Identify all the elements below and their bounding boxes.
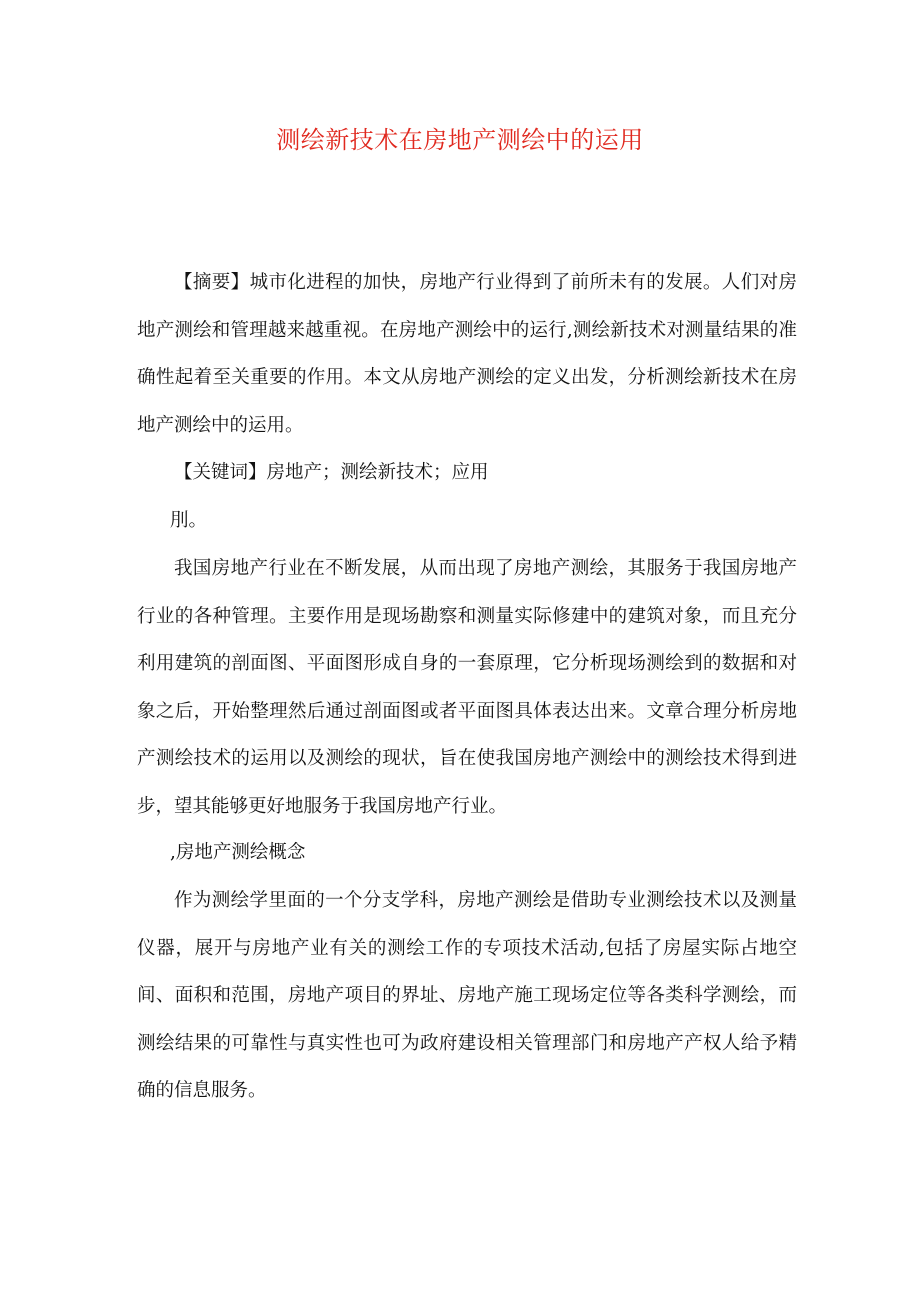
preface-heading: 刖。 bbox=[170, 510, 208, 531]
abstract-text: 城市化进程的加快，房地产行业得到了前所未有的发展。人们对房地产测绘和管理越来越重视。在房地产测绘中的运行,测绘新技术对测量结果的准确性起着至关重要的作用。本文从房地产测绘的定义出发，分析测绘新技术在房地产测绘中的运用。 bbox=[137, 272, 797, 436]
keywords-text: 房地产；测绘新技术；应用 bbox=[266, 462, 489, 483]
keywords-paragraph bbox=[137, 449, 797, 497]
abstract-label: 【摘要】 bbox=[174, 272, 250, 293]
abstract-paragraph bbox=[137, 259, 797, 449]
document-title: 测绘新技术在房地产测绘中的运用 bbox=[276, 126, 644, 154]
section-heading-concept: ,房地产测绘概念 bbox=[170, 842, 306, 863]
paragraph-intro: 我国房地产行业在不断发展，从而出现了房地产测绘，其服务于我国房地产行业的各种管理。主要作用是现场勘察和测量实际修建中的建筑对象，而且充分利用建筑的剖面图、平面图形成自身的一套原理，它分析现场测绘到的数据和对象之后，开始整理然后通过剖面图或者平面图具体表达出来。文章合理分析房地产测绘技术的运用以及测绘的现状，旨在使我国房地产测绘中的测绘技术得到进步，望其能够更好地服务于我国房地产行业。 bbox=[137, 558, 797, 817]
keywords-label: 【关键词】 bbox=[174, 462, 267, 483]
paragraph-concept: 作为测绘学里面的一个分支学科，房地产测绘是借助专业测绘技术以及测量仪器，展开与房地产业有关的测绘工作的专项技术活动,包括了房屋实际占地空间、面积和范围，房地产项目的界址、房地产施工现场定位等各类科学测绘，而测绘结果的可靠性与真实性也可为政府建设相关管理部门和房地产产权人给予精确的信息服务。 bbox=[137, 890, 797, 1101]
